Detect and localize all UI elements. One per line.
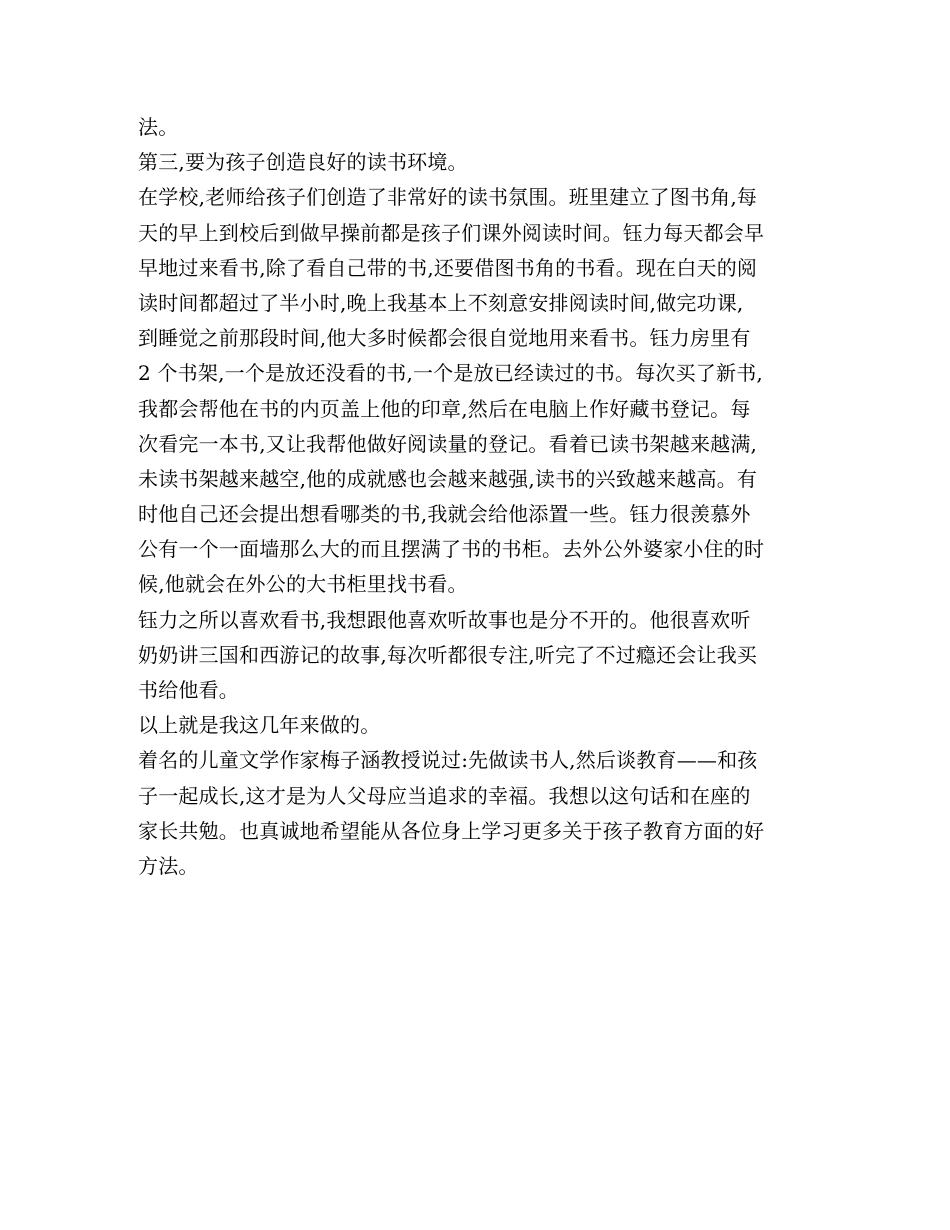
text-line: 公有一个一面墙那么大的而且摆满了书的书柜。去外公外婆家小住的时	[138, 537, 765, 562]
text-line: 时他自己还会提出想看哪类的书,我就会给他添置一些。钰力很羡慕外	[138, 502, 751, 527]
text-line: 奶奶讲三国和西游记的故事,每次听都很专注,听完了不过瘾还会让我买	[138, 642, 758, 667]
text-line: 次看完一本书,又让我帮他做好阅读量的登记。看着已读书架越来越满,	[138, 431, 758, 456]
section-heading: 第三,要为孩子创造良好的读书环境。	[138, 150, 468, 175]
text-line: 候,他就会在外公的大书柜里找书看。	[138, 572, 468, 597]
text-line: 读时间都超过了半小时,晚上我基本上不刻意安排阅读时间,做完功课,	[138, 290, 744, 315]
text-line: 子一起成长,这才是为人父母应当追求的幸福。我想以这句话和在座的	[138, 783, 751, 808]
text-line: 钰力之所以喜欢看书,我想跟他喜欢听故事也是分不开的。他很喜欢听	[138, 607, 751, 632]
text-line: 未读书架越来越空,他的成就感也会越来越强,读书的兴致越来越高。有	[138, 466, 758, 491]
text-line: 天的早上到校后到做早操前都是孩子们课外阅读时间。钰力每天都会早	[138, 220, 765, 245]
text-line: 我都会帮他在书的内页盖上他的印章,然后在电脑上作好藏书登记。每	[138, 396, 751, 421]
text-line: 2 个书架,一个是放还没看的书,一个是放已经读过的书。每次买了新书,	[138, 361, 763, 386]
text-line: 早地过来看书,除了看自己带的书,还要借图书角的书看。现在白天的阅	[138, 255, 758, 280]
text-line: 法。	[138, 115, 179, 139]
text-line: 方法。	[138, 853, 199, 878]
text-line: 家长共勉。也真诚地希望能从各位身上学习更多关于孩子教育方面的好	[138, 818, 765, 843]
text-line: 以上就是我这几年来做的。	[138, 713, 381, 738]
text-line: 着名的儿童文学作家梅子涵教授说过:先做读书人,然后谈教育——和孩	[138, 748, 758, 773]
text-line: 到睡觉之前那段时间,他大多时候都会很自觉地用来看书。钰力房里有	[138, 326, 751, 351]
text-line: 书给他看。	[138, 678, 239, 702]
text-line: 在学校,老师给孩子们创造了非常好的读书氛围。班里建立了图书角,每	[138, 185, 758, 210]
document-body	[138, 110, 828, 884]
